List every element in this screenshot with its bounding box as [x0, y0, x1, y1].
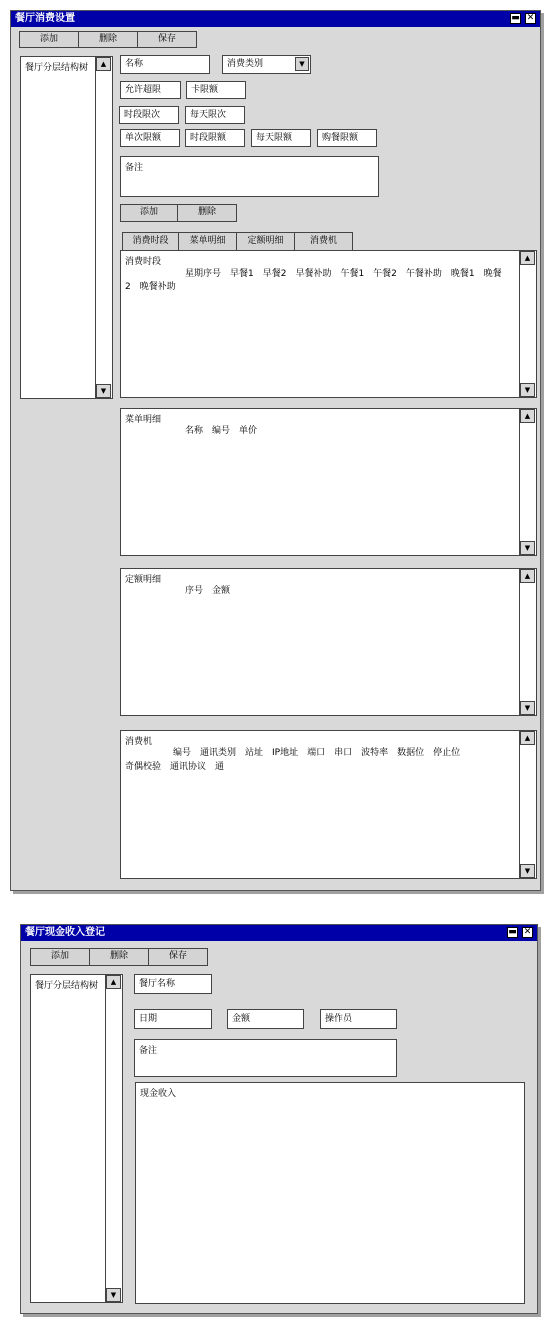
period-columns-line1: 星期序号 早餐1 早餐2 早餐补助 午餐1 午餐2 午餐补助 晚餐1 晚餐: [185, 269, 502, 279]
tree-label: 餐厅分层结构树: [35, 981, 99, 991]
arrow-down-icon[interactable]: ▼: [96, 384, 111, 398]
tab-quota-detail[interactable]: 定额明细: [236, 232, 295, 250]
machine-panel-title: 消费机: [125, 737, 153, 747]
period-columns: [185, 267, 502, 281]
window-titlebar: [11, 11, 540, 27]
period-scrollbar[interactable]: [519, 251, 536, 397]
cash-income-list[interactable]: [135, 1082, 525, 1304]
allow-overdraft-field[interactable]: 允许超限: [120, 81, 181, 99]
quota-panel[interactable]: [120, 568, 537, 716]
machine-columns-line1: 编号 通讯类别 站址 IP地址 端口 串口 波特率 数据位 停止位: [173, 748, 461, 758]
operator-field[interactable]: 操作员: [320, 1009, 397, 1029]
add-button[interactable]: 添加: [30, 948, 90, 966]
machine-columns: [173, 746, 460, 760]
machine-panel[interactable]: [120, 730, 537, 879]
arrow-up-icon[interactable]: ▲: [96, 57, 111, 71]
tree-scrollbar[interactable]: [95, 57, 112, 398]
machine-columns-wrap: [125, 760, 224, 774]
quota-panel-title: 定额明细: [125, 575, 162, 585]
add-button[interactable]: 添加: [19, 31, 79, 48]
machine-columns-line2: 奇偶校验 通讯协议 通: [125, 762, 225, 772]
remark-label: 备注: [139, 1046, 158, 1056]
menu-columns-line1: 名称 编号 单价: [185, 426, 258, 436]
date-field[interactable]: 日期: [134, 1009, 212, 1029]
menu-panel-title: 菜单明细: [125, 415, 162, 425]
period-panel-title: 消费时段: [125, 257, 162, 267]
restaurant-tree[interactable]: [20, 56, 113, 399]
arrow-down-icon[interactable]: ▼: [106, 1288, 121, 1302]
tree-scrollbar[interactable]: [105, 975, 122, 1302]
arrow-up-icon[interactable]: ▲: [520, 569, 535, 583]
arrow-down-icon[interactable]: ▼: [520, 701, 535, 715]
tree-label: 餐厅分层结构树: [25, 63, 89, 73]
daily-count-field[interactable]: 每天限次: [185, 106, 245, 124]
consume-type-value: 消费类别: [227, 59, 264, 69]
period-count-field[interactable]: 时段限次: [119, 106, 179, 124]
arrow-up-icon[interactable]: ▲: [520, 731, 535, 745]
remark-textarea[interactable]: [120, 156, 379, 197]
arrow-down-icon[interactable]: ▼: [520, 541, 535, 555]
name-field[interactable]: 名称: [120, 55, 210, 74]
maximize-icon[interactable]: ▬: [508, 927, 517, 937]
arrow-up-icon[interactable]: ▲: [520, 409, 535, 423]
period-limit-field[interactable]: 时段限额: [185, 129, 245, 147]
sub-add-button[interactable]: 添加: [120, 204, 178, 222]
period-columns-line2: 2 晚餐补助: [125, 282, 176, 292]
tab-menu-detail[interactable]: 菜单明细: [178, 232, 237, 250]
meal-limit-field[interactable]: 购餐限额: [317, 129, 377, 147]
tab-consume-machine[interactable]: 消费机: [294, 232, 353, 250]
arrow-down-icon[interactable]: ▼: [520, 383, 535, 397]
arrow-down-icon[interactable]: ▼: [520, 864, 535, 878]
cash-income-label: 现金收入: [140, 1089, 177, 1099]
window-titlebar: [21, 925, 537, 941]
consume-settings-window: [10, 10, 541, 891]
consume-type-select[interactable]: [222, 55, 311, 74]
quota-columns: [185, 584, 230, 598]
menu-columns: [185, 424, 257, 438]
quota-columns-line1: 序号 金额: [185, 586, 231, 596]
window-title: 餐厅现金收入登记: [25, 927, 105, 938]
daily-limit-field[interactable]: 每天限额: [251, 129, 311, 147]
sub-delete-button[interactable]: 删除: [177, 204, 237, 222]
single-limit-field[interactable]: 单次限额: [120, 129, 180, 147]
card-limit-field[interactable]: 卡限额: [186, 81, 246, 99]
arrow-up-icon[interactable]: ▲: [106, 975, 121, 989]
menu-panel[interactable]: [120, 408, 537, 556]
menu-scrollbar[interactable]: [519, 409, 536, 555]
close-icon[interactable]: ✕: [523, 927, 532, 937]
tab-consume-period[interactable]: 消费时段: [122, 232, 179, 250]
quota-scrollbar[interactable]: [519, 569, 536, 715]
close-icon[interactable]: ✕: [526, 13, 535, 23]
save-button[interactable]: 保存: [148, 948, 208, 966]
period-panel[interactable]: [120, 250, 537, 398]
window-title: 餐厅消费设置: [15, 13, 75, 24]
machine-scrollbar[interactable]: [519, 731, 536, 878]
restaurant-name-field[interactable]: 餐厅名称: [134, 974, 212, 994]
delete-button[interactable]: 删除: [89, 948, 149, 966]
restaurant-tree[interactable]: [30, 974, 123, 1303]
amount-field[interactable]: 金额: [227, 1009, 304, 1029]
remark-textarea[interactable]: [134, 1039, 397, 1077]
save-button[interactable]: 保存: [137, 31, 197, 48]
arrow-up-icon[interactable]: ▲: [520, 251, 535, 265]
remark-label: 备注: [125, 163, 144, 173]
period-columns-wrap: [125, 280, 176, 294]
delete-button[interactable]: 删除: [78, 31, 138, 48]
cash-income-window: [20, 924, 538, 1314]
maximize-icon[interactable]: ▬: [511, 13, 520, 23]
chevron-down-icon[interactable]: ▼: [295, 57, 309, 71]
